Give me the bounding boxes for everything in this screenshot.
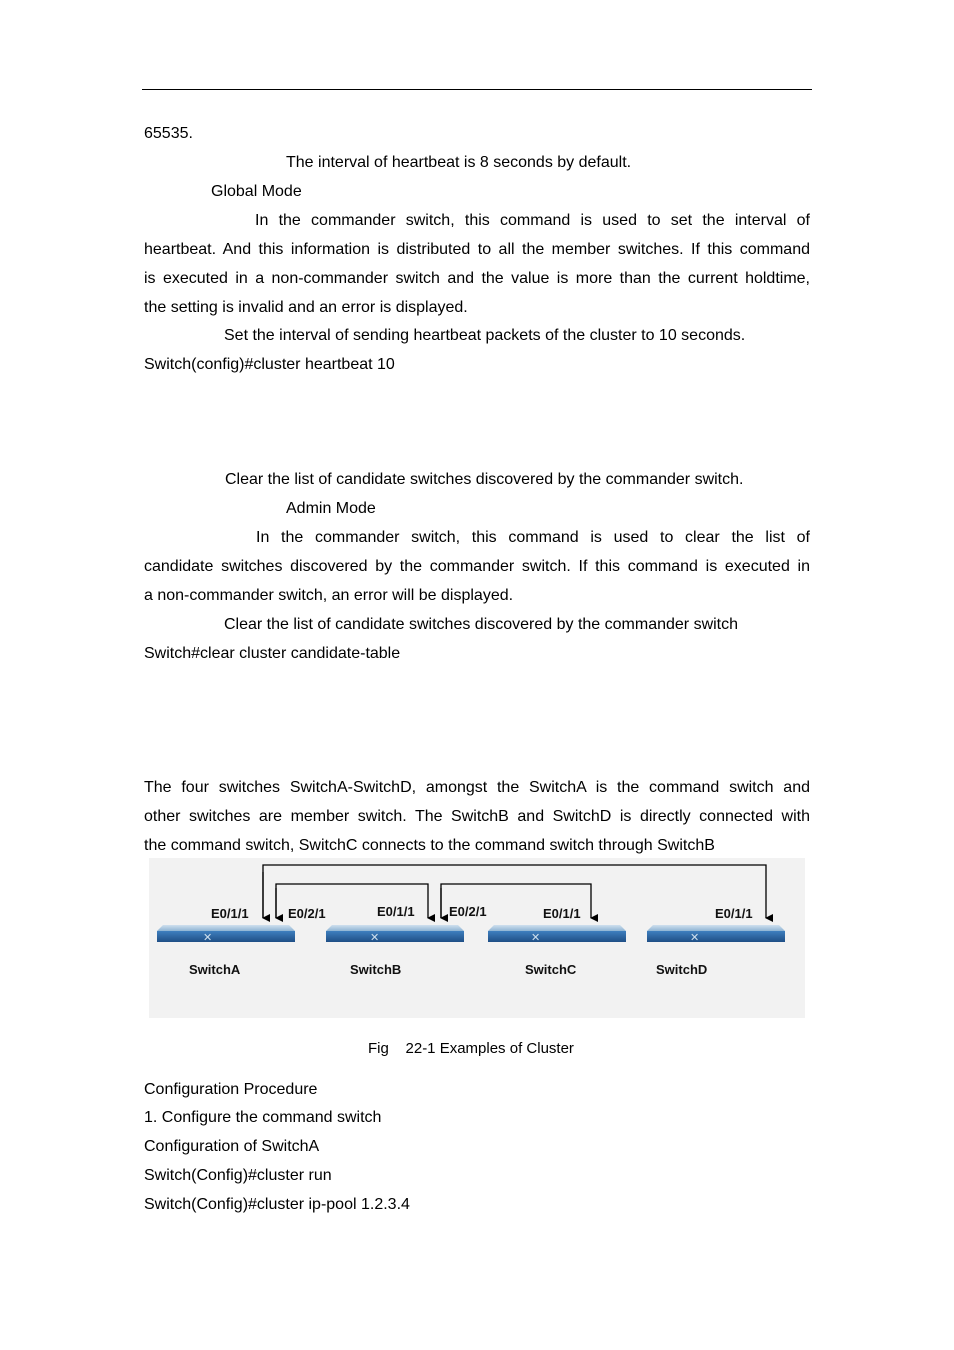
example-command: Switch#clear cluster candidate-table [144, 645, 401, 662]
svg-text:✕: ✕ [531, 931, 541, 944]
range-tail: 65535. [144, 125, 193, 142]
example-text: Clear the list of candidate switches discovered by the commander switch [224, 616, 739, 633]
topology-diagram [149, 858, 805, 1018]
svg-text:✕: ✕ [203, 931, 213, 944]
command-mode: Global Mode [211, 183, 302, 200]
default-text: The interval of heartbeat is 8 seconds by default. [286, 154, 632, 171]
example-command: Switch(config)#cluster heartbeat 10 [144, 356, 395, 373]
command-mode: Admin Mode [286, 500, 376, 517]
procedure-title: Configuration Procedure [144, 1081, 318, 1098]
switch-icon [157, 925, 295, 944]
switch-name: SwitchC [525, 962, 577, 977]
svg-text:✕: ✕ [690, 931, 700, 944]
example-paragraph-line: the command switch, SwitchC connects to the command switch through SwitchB [144, 837, 715, 854]
figure-caption: Fig 22-1 Examples of Cluster [368, 1040, 574, 1057]
function-text: Clear the list of candidate switches discovered by the commander switch. [225, 471, 744, 488]
link-a-d [263, 865, 766, 918]
port-label: E0/1/1 [543, 906, 581, 921]
switch-name: SwitchB [350, 962, 402, 977]
switch-icon [647, 925, 785, 944]
svg-text:✕: ✕ [370, 931, 380, 944]
port-label: E0/1/1 [715, 906, 753, 921]
port-label: E0/1/1 [211, 906, 249, 921]
header-rule [142, 89, 812, 90]
example-paragraph-line: The four switches SwitchA-SwitchD, amongst the SwitchA is the command switch and [144, 779, 810, 796]
cluster-topology-figure [149, 858, 805, 1018]
procedure-substep: Configuration of SwitchA [144, 1138, 320, 1155]
switch-icon [326, 925, 464, 944]
switch-name: SwitchA [189, 962, 241, 977]
usage-line: candidate switches discovered by the commander switch. If this command is executed in [144, 558, 810, 575]
example-paragraph-line: other switches are member switch. The SwitchB and SwitchD is directly connected with [144, 808, 810, 825]
usage-line: is executed in a non-commander switch and the value is more than the current holdtime, [144, 270, 810, 287]
usage-line: In the commander switch, this command is used to set the interval of [255, 212, 810, 229]
port-label: E0/2/1 [288, 906, 326, 921]
usage-line: heartbeat. And this information is distributed to all the member switches. If this command [144, 241, 810, 258]
usage-line: In the commander switch, this command is used to clear the list of [256, 529, 810, 546]
switch-name: SwitchD [656, 962, 708, 977]
procedure-step: 1. Configure the command switch [144, 1109, 382, 1126]
example-text: Set the interval of sending heartbeat packets of the cluster to 10 seconds. [224, 327, 746, 344]
port-label: E0/1/1 [377, 904, 415, 919]
usage-line: a non-commander switch, an error will be displayed. [144, 587, 514, 604]
config-command: Switch(Config)#cluster run [144, 1167, 332, 1184]
port-label: E0/2/1 [449, 904, 487, 919]
config-command: Switch(Config)#cluster ip-pool 1.2.3.4 [144, 1196, 410, 1213]
usage-line: the setting is invalid and an error is displayed. [144, 299, 468, 316]
switch-icon [488, 925, 626, 944]
